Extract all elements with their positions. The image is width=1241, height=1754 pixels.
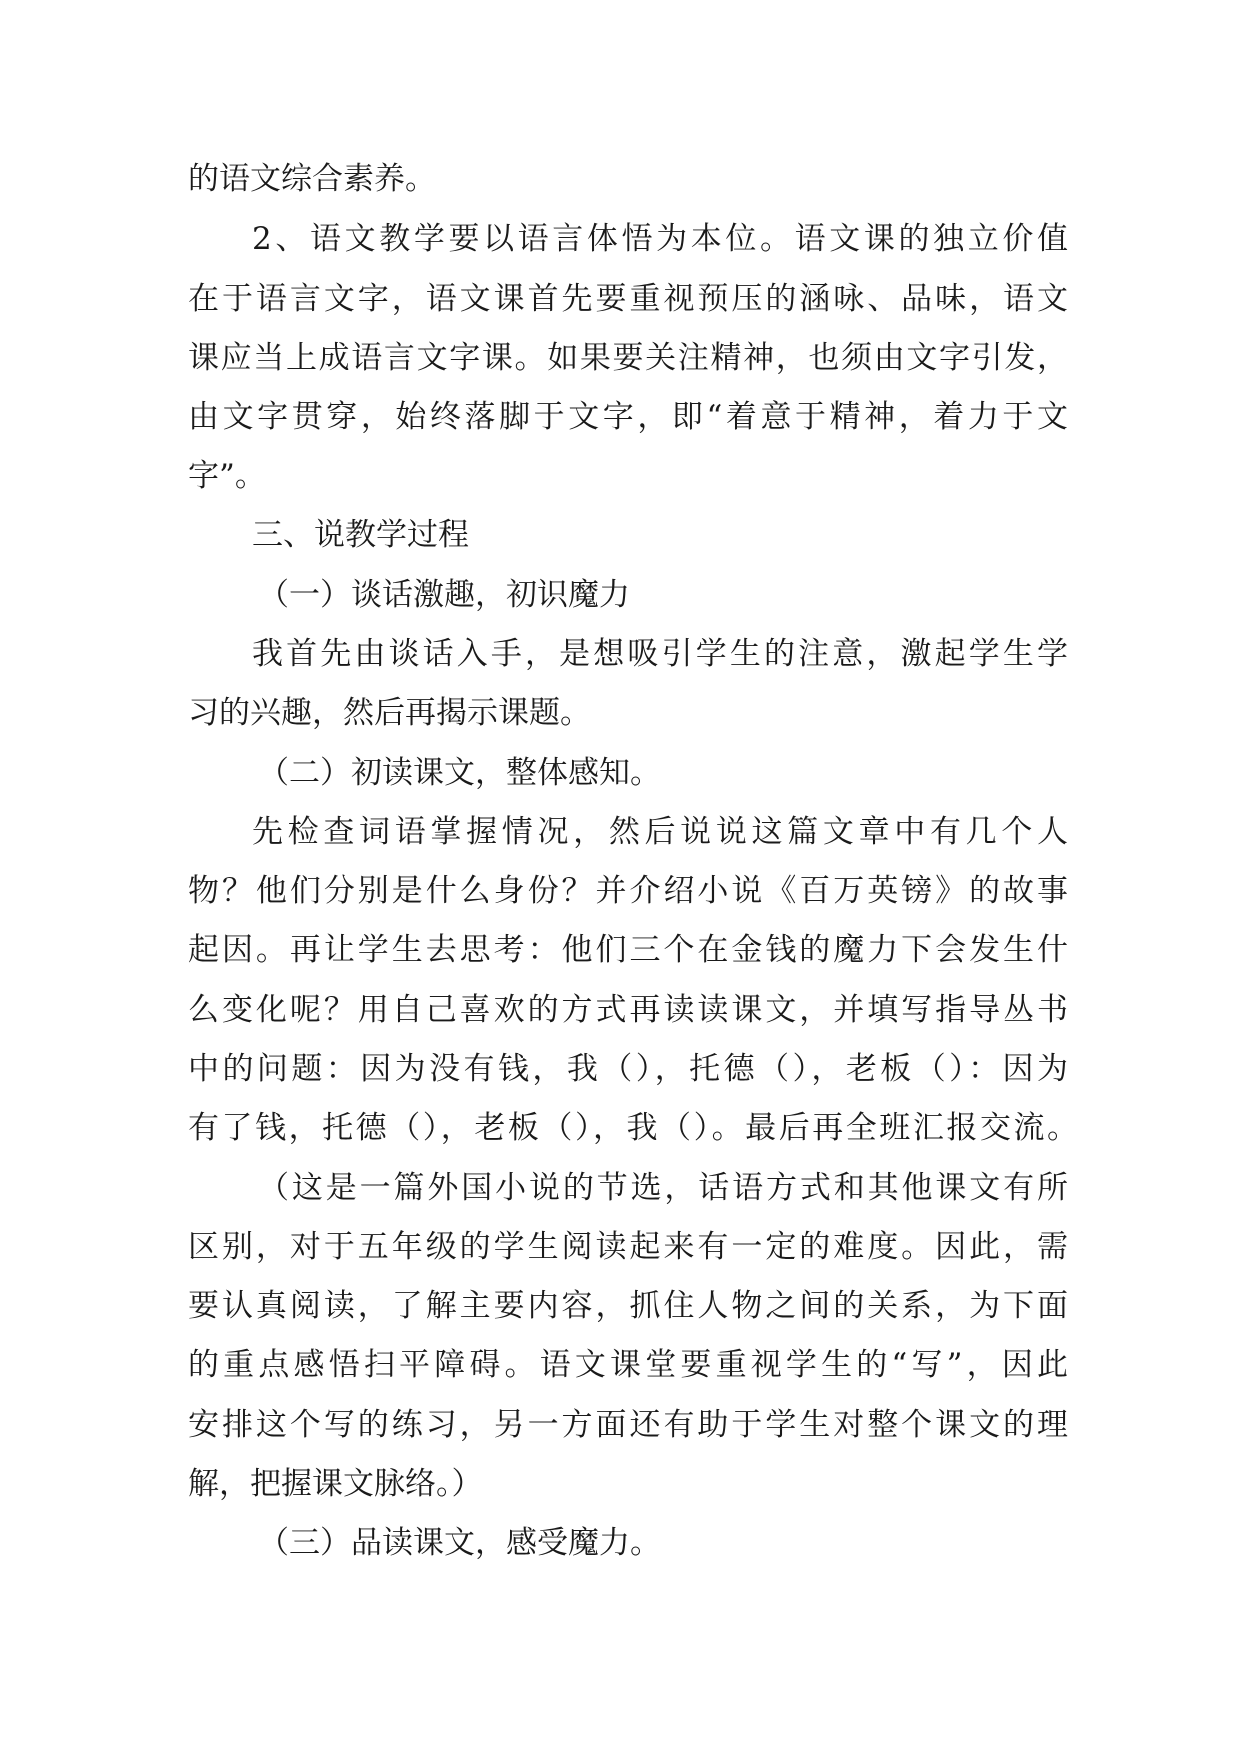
text-line: 课应当上成语言文字课。如果要关注精神，也须由文字引发，	[188, 340, 1068, 376]
text-line: 么变化呢？用自己喜欢的方式再读读课文，并填写指导丛书	[188, 992, 1068, 1028]
text-line: 安排这个写的练习，另一方面还有助于学生对整个课文的理	[188, 1407, 1068, 1443]
text-line: 字”。	[188, 458, 266, 494]
text-line: 区别，对于五年级的学生阅读起来有一定的难度。因此，需	[188, 1229, 1068, 1265]
text-line: 物？他们分别是什么身份？并介绍小说《百万英镑》的故事	[188, 873, 1068, 909]
text-line: 习的兴趣，然后再揭示课题。	[188, 695, 591, 731]
subsection-heading: （三）品读课文，感受魔力。	[258, 1525, 661, 1561]
text-line: （这是一篇外国小说的节选，话语方式和其他课文有所	[258, 1170, 1068, 1206]
section-heading: 三、说教学过程	[252, 517, 469, 553]
text-line: 先检查词语掌握情况，然后说说这篇文章中有几个人	[252, 814, 1068, 850]
text-line: 有了钱，托德（），老板（），我（）。最后再全班汇报交流。	[188, 1110, 1078, 1146]
text-line: 要认真阅读，了解主要内容，抓住人物之间的关系，为下面	[188, 1288, 1068, 1324]
subsection-heading: （二）初读课文，整体感知。	[258, 755, 661, 791]
text-line: 中的问题：因为没有钱，我（），托德（），老板（）：因为	[188, 1051, 1068, 1087]
text-line: 由文字贯穿，始终落脚于文字，即“着意于精神，着力于文	[188, 399, 1068, 435]
text-line: 的重点感悟扫平障碍。语文课堂要重视学生的“写”，因此	[188, 1347, 1068, 1383]
text-line: 我首先由谈话入手，是想吸引学生的注意，激起学生学	[252, 636, 1068, 672]
text-line: 的语文综合素养。	[188, 161, 436, 197]
text-line: 2、语文教学要以语言体悟为本位。语文课的独立价值	[252, 221, 1068, 257]
text-line: 解，把握课文脉络。）	[188, 1466, 483, 1502]
text-line: 在于语言文字，语文课首先要重视预压的涵咏、品味，语文	[188, 281, 1068, 317]
text-line: 起因。再让学生去思考：他们三个在金钱的魔力下会发生什	[188, 932, 1068, 968]
subsection-heading: （一）谈话激趣，初识魔力	[258, 577, 630, 613]
